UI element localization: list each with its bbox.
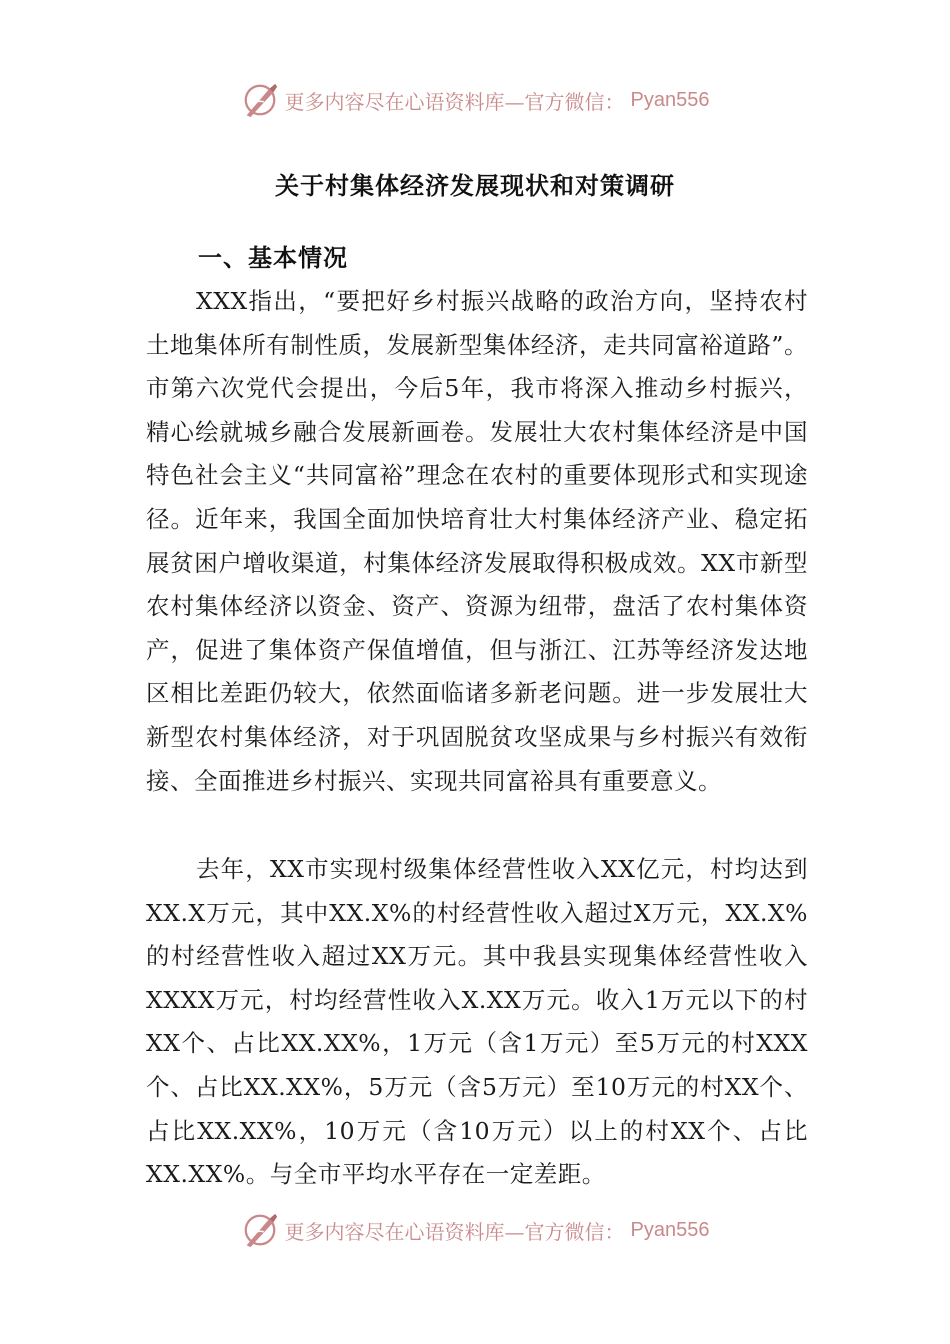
document-title: 关于村集体经济发展现状和对策调研 — [275, 172, 675, 200]
watermark-footer — [0, 1210, 950, 1250]
watermark-wechat-id: Pyan556 — [630, 1218, 710, 1241]
watermark-text: 更多内容尽在心语资料库—官方微信： — [284, 1219, 625, 1244]
watermark-text: 更多内容尽在心语资料库—官方微信： — [284, 89, 625, 114]
watermark-header — [0, 80, 950, 120]
paragraph-1: XXX指出，“要把好乡村振兴战略的政治方向，坚持农村土地集体所有制性质，发展新型集体经济，走共同富裕道路”。市第六次党代会提出，今后5年，我市将深入推动乡村振兴，精心绘就城乡融合发展新画卷。发展壮大农村集体经济是中国特色社会主义“共同富裕”理念在农村的重要体现形式和实现途径。近年来，我国全面加快培育壮大村集体经济产业、稳定拓展贫困户增收渠道，村集体经济发展取得积极成效。XX市新型农村集体经济以资金、资产、资源为纽带，盘活了农村集体资产，促进了集体资产保值增值，但与浙江、江苏等经济发达地区相比差距仍较大，依然面临诸多新老问题。进一步发展壮大新型农村集体经济，对于巩固脱贫攻坚成果与乡村振兴有效衔接、全面推进乡村振兴、实现共同富裕具有重要意义。 — [146, 287, 808, 795]
pen-circle-logo-icon — [241, 1211, 279, 1249]
section-heading: 一、基本情况 — [198, 244, 348, 272]
paragraph-2: 去年，XX市实现村级集体经营性收入XX亿元，村均达到XX.X万元，其中XX.X%的村经营性收入超过X万元，XX.X%的村经营性收入超过XX万元。其中我县实现集体经营性收入XXXX万元，村均经营性收入X.XX万元。收入1万元以下的村XX个、占比XX.XX%，1万元（含1万元）至5万元的村XXX个、占比XX.XX%，5万元（含5万元）至10万元的村XX个、占比XX.XX%，10万元（含10万元）以上的村XX个、占比XX.XX%。与全市平均水平存在一定差距。 — [146, 855, 808, 1189]
watermark-wechat-id: Pyan556 — [630, 88, 710, 111]
pen-circle-logo-icon — [241, 81, 279, 119]
